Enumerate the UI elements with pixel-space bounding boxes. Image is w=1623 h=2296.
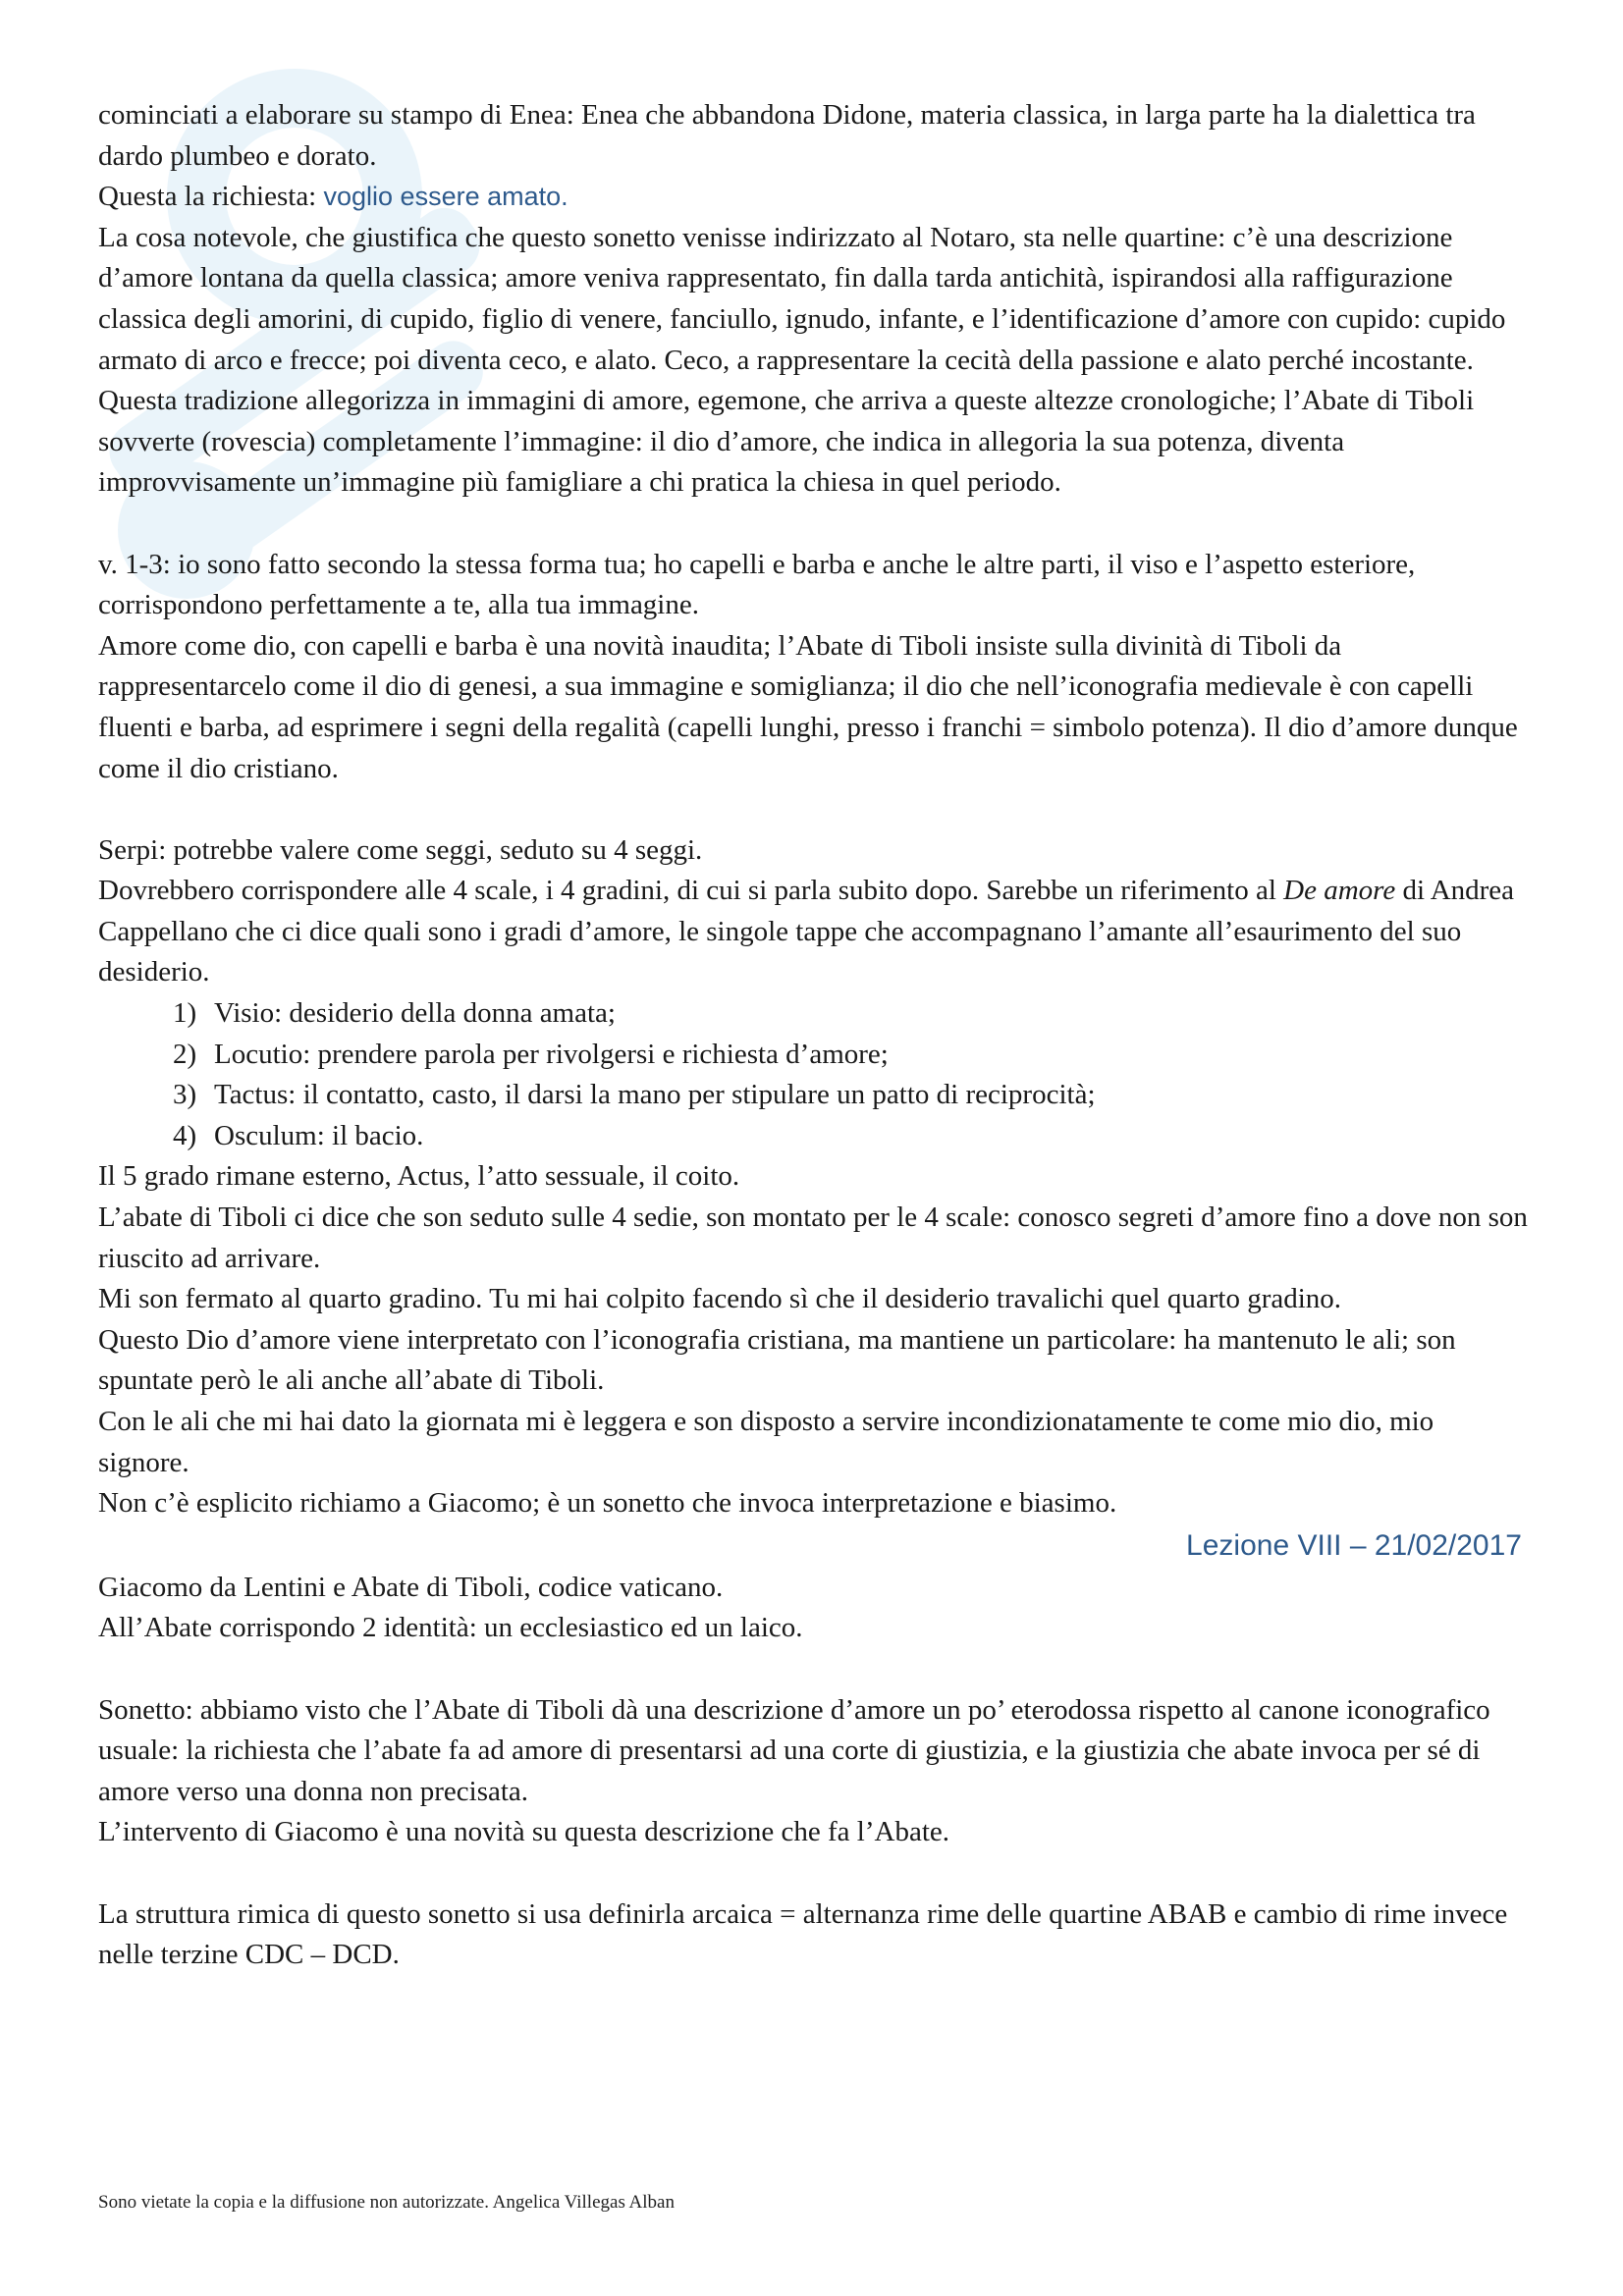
paragraph: Amore come dio, con capelli e barba è una novità inaudita; l’Abate di Tiboli insiste sulla divinità di Tiboli da rappresentarcelo come il dio di genesi, a sua immagine e somiglianza; il dio che nell’iconografia medievale è con capelli fluenti e barba, ad esprimere i segni della regalità (capelli lunghi, presso i franchi = simbolo potenza). Il dio d’amore dunque come il dio cristiano. (98, 629, 1518, 784)
spacer (98, 1649, 1532, 1690)
paragraph: cominciati a elaborare su stampo di Enea: Enea che abbandona Didone, materia classica, in larga parte ha la dialettica tra dardo plumbeo e dorato. (98, 99, 1476, 172)
list-text: Tactus: il contatto, casto, il darsi la mano per stipulare un patto di reciprocità; (214, 1079, 1096, 1111)
paragraph: All’Abate corrispondo 2 identità: un ecclesiastico ed un laico. (98, 1612, 803, 1644)
paragraph: La struttura rimica di questo sonetto si usa definirla arcaica = alternanza rime delle quartine ABAB e cambio di rime invece nelle terzine CDC – DCD. (98, 1897, 1508, 1971)
paragraph: Sonetto: abbiamo visto che l’Abate di Tiboli dà una descrizione d’amore un po’ eterodossa rispetto al canone iconografico usuale: la richiesta che l’abate fa ad amore di presentarsi ad una corte di giustizia, e la giustizia che abate invoca per sé di amore verso una donna non precisata. (98, 1693, 1490, 1807)
paragraph: Il 5 grado rimane esterno, Actus, l’atto sessuale, il coito. (98, 1160, 740, 1193)
list-item (173, 1035, 1532, 1076)
list-number: 2) (173, 1038, 197, 1070)
paragraph: Questa tradizione allegorizza in immagini di amore, egemone, che arriva a queste altezze cronologiche; l’Abate di Tiboli sovverte (rovescia) completamente l’immagine: il dio d’amore, che indica in allegoria la sua potenza, diventa improvvisamente un’immagine più famigliare a chi pratica la chiesa in quel periodo. (98, 385, 1475, 499)
list-number: 4) (173, 1119, 197, 1151)
paragraph: La cosa notevole, che giustifica che questo sonetto venisse indirizzato al Notaro, sta nelle quartine: c’è una descrizione d’amore lontana da quella classica; amore veniva rappresentato, fin dalla tarda antichità, ispirandosi alla raffigurazione classica degli amorini, di cupido, figlio di venere, fanciullo, ignudo, infante, e l’identificazione d’amore con cupido: cupido armato di arco e frecce; poi diventa ceco, e alato. Ceco, a rappresentare la cecità della passione e alato perché incostante. (98, 221, 1506, 376)
spacer (98, 789, 1532, 830)
paragraph: Questo Dio d’amore viene interpretato con l’iconografia cristiana, ma mantiene un particolare: ha mantenuto le ali; son spuntate però le ali anche all’abate di Tiboli. (98, 1323, 1456, 1397)
list-number: 1) (173, 997, 197, 1030)
book-title: De amore (1283, 875, 1396, 907)
list-item (173, 993, 1532, 1035)
lesson-heading: Lezione VIII – 21/02/2017 (1186, 1528, 1522, 1562)
spacer (98, 1853, 1532, 1895)
list-number: 3) (173, 1079, 197, 1111)
paragraph: L’intervento di Giacomo è una novità su questa descrizione che fa l’Abate. (98, 1816, 950, 1848)
paragraph: Giacomo da Lentini e Abate di Tiboli, codice vaticano. (98, 1571, 724, 1603)
paragraph-part: di Andrea Cappellano che ci dice quali sono i gradi d’amore, le singole tappe che accompagnano l’amante all’esaurimento del suo desiderio. (98, 875, 1515, 988)
list-item (173, 1116, 1532, 1157)
paragraph-part: Dovrebbero corrispondere alle 4 scale, i 4 gradini, di cui si parla subito dopo. Sarebbe un riferimento al (98, 875, 1284, 907)
page-footer: Sono vietate la copia e la diffusione non autorizzate. Angelica Villegas Alban (98, 2192, 675, 2213)
paragraph: Mi son fermato al quarto gradino. Tu mi hai colpito facendo sì che il desiderio travalichi quel quarto gradino. (98, 1283, 1342, 1315)
paragraph: Serpi: potrebbe valere come seggi, seduto su 4 seggi. (98, 833, 703, 866)
list-text: Locutio: prendere parola per rivolgersi e richiesta d’amore; (214, 1038, 889, 1070)
paragraph: Non c’è esplicito richiamo a Giacomo; è un sonetto che invoca interpretazione e biasimo. (98, 1487, 1117, 1520)
paragraph-de-amore (98, 871, 1532, 993)
paragraph-request (98, 177, 1532, 218)
grades-list (98, 993, 1532, 1156)
spacer (98, 504, 1532, 545)
highlighted-quote: voglio essere amato. (323, 182, 568, 212)
paragraph: v. 1-3: io sono fatto secondo la stessa forma tua; ho capelli e barba e anche le altre parti, il viso e l’aspetto esteriore, corrispondono perfettamente a te, alla tua immagine. (98, 548, 1416, 621)
paragraph-prefix: Questa la richiesta: (98, 181, 324, 213)
paragraph: L’abate di Tiboli ci dice che son seduto sulle 4 sedie, son montato per le 4 scale: conosco segreti d’amore fino a dove non son riuscito ad arrivare. (98, 1201, 1528, 1274)
paragraph: Con le ali che mi hai dato la giornata mi è leggera e son disposto a servire incondizionatamente te come mio dio, mio signore. (98, 1406, 1434, 1478)
list-text: Visio: desiderio della donna amata; (214, 997, 616, 1030)
document-body (98, 95, 1532, 1976)
list-text: Osculum: il bacio. (214, 1119, 424, 1151)
list-item (173, 1075, 1532, 1116)
